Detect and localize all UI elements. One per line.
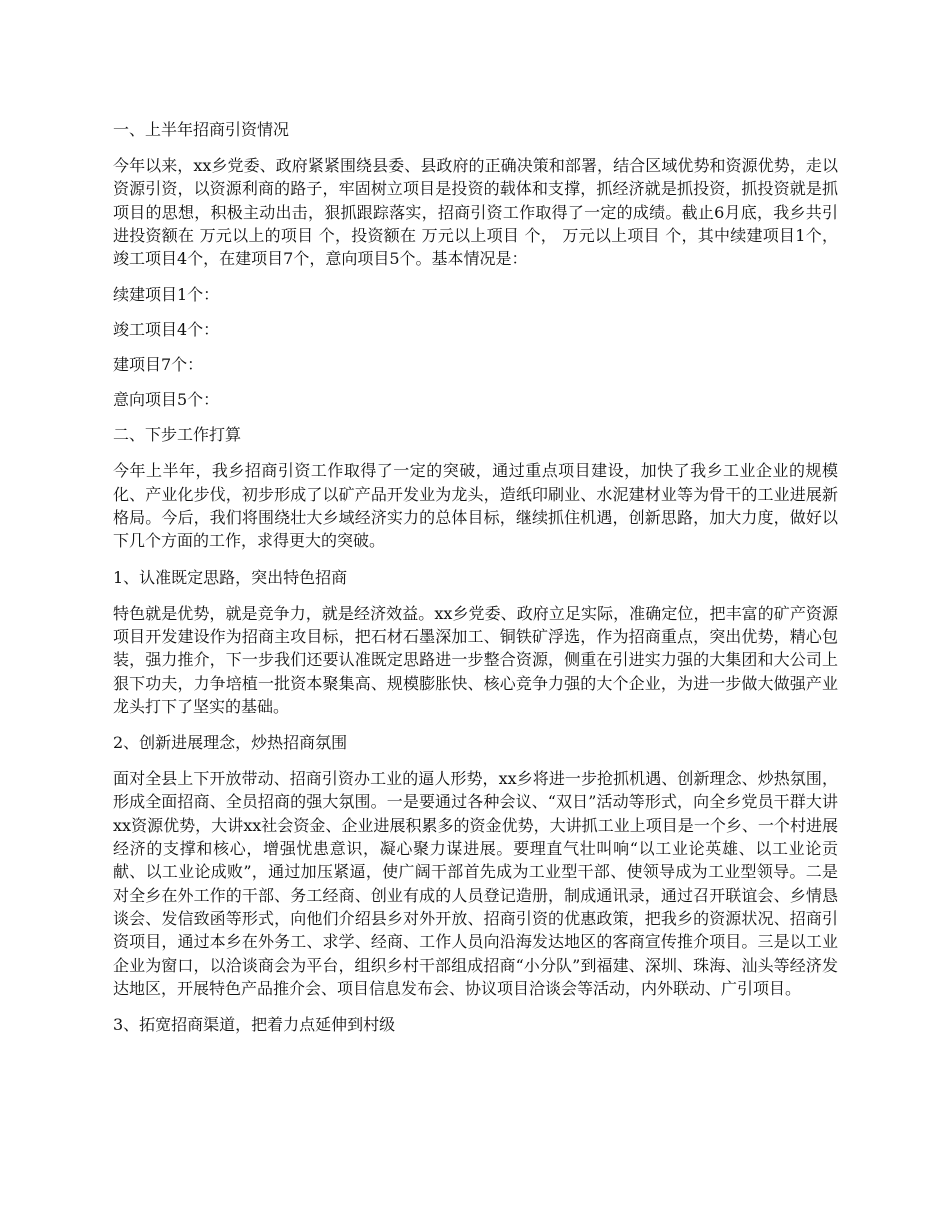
section-heading: 二、下步工作打算 [113,425,242,445]
list-item: 续建项目1个： [113,285,220,305]
paragraph: 今年以来，xx乡党委、政府紧紧围绕县委、县政府的正确决策和部署，结合区域优势和资源优势，走以资源引资，以资源利商的路子，牢固树立项目是投资的载体和支撑，抓经济就是抓投资，抓投资就是抓项目的思想，积极主动出击，狠抓跟踪落实，招商引资工作取得了一定的成绩。截止6月底，我乡共引进投资额在 万元以上的项目 个，投资额在 万元以上项目 个， 万元以上项目 个，其中续建项目1个，竣工项目4个，在建项目7个，意向项目5个。基本情况是： [113,156,838,269]
document-body [113,118,838,1049]
list-item: 建项目7个： [113,355,204,375]
list-item: 意向项目5个： [113,390,220,410]
subsection-heading: 2、创新进展理念，炒热招商氛围 [113,733,348,753]
paragraph: 面对全县上下开放带动、招商引资办工业的逼人形势，xx乡将进一步抢抓机遇、创新理念、炒热氛围，形成全面招商、全员招商的强大氛围。一是要通过各种会议、“双日”活动等形式，向全乡党员干群大讲xx资源优势，大讲xx社会资金、企业进展积累多的资金优势，大讲抓工业上项目是一个乡、一个村进展经济的支撑和核心，增强忧患意识，凝心聚力谋进展。要理直气壮叫响“以工业论英雄、以工业论贡献、以工业论成败”，通过加压紧逼，使广阔干部首先成为工业型干部、使领导成为工业型领导。二是对全乡在外工作的干部、务工经商、创业有成的人员登记造册，制成通讯录，通过召开联谊会、乡情恳谈会、发信致函等形式，向他们介绍县乡对外开放、招商引资的优惠政策，把我乡的资源状况、招商引资项目，通过本乡在外务工、求学、经商、工作人员向沿海发达地区的客商宣传推介项目。三是以工业企业为窗口，以洽谈商会为平台，组织乡村干部组成招商“小分队”到福建、深圳、珠海、汕头等经济发达地区，开展特色产品推介会、项目信息发布会、协议项目洽谈会等活动，内外联动、广引项目。 [113,769,838,998]
subsection-heading: 1、认准既定思路，突出特色招商 [113,567,348,587]
subsection-heading: 3、拓宽招商渠道，把着力点延伸到村级 [113,1015,396,1035]
paragraph: 特色就是优势，就是竞争力，就是经济效益。xx乡党委、政府立足实际，准确定位，把丰富的矿产资源项目开发建设作为招商主攻目标，把石材石墨深加工、铜铁矿浮选，作为招商重点，突出优势，精心包装，强力推介，下一步我们还要认准既定思路进一步整合资源，侧重在引进实力强的大集团和大公司上狠下功夫，力争培植一批资本聚集高、规模膨胀快、核心竞争力强的大个企业，为进一步做大做强产业龙头打下了坚实的基础。 [113,603,838,716]
section-heading: 一、上半年招商引资情况 [113,120,290,139]
list-item: 竣工项目4个： [113,320,220,340]
paragraph: 今年上半年，我乡招商引资工作取得了一定的突破，通过重点项目建设，加快了我乡工业企业的规模化、产业化步伐，初步形成了以矿产品开发业为龙头，造纸印刷业、水泥建材业等为骨干的工业进展新格局。今后，我们将围绕壮大乡域经济实力的总体目标，继续抓住机遇，创新思路，加大力度，做好以下几个方面的工作，求得更大的突破。 [113,461,838,551]
